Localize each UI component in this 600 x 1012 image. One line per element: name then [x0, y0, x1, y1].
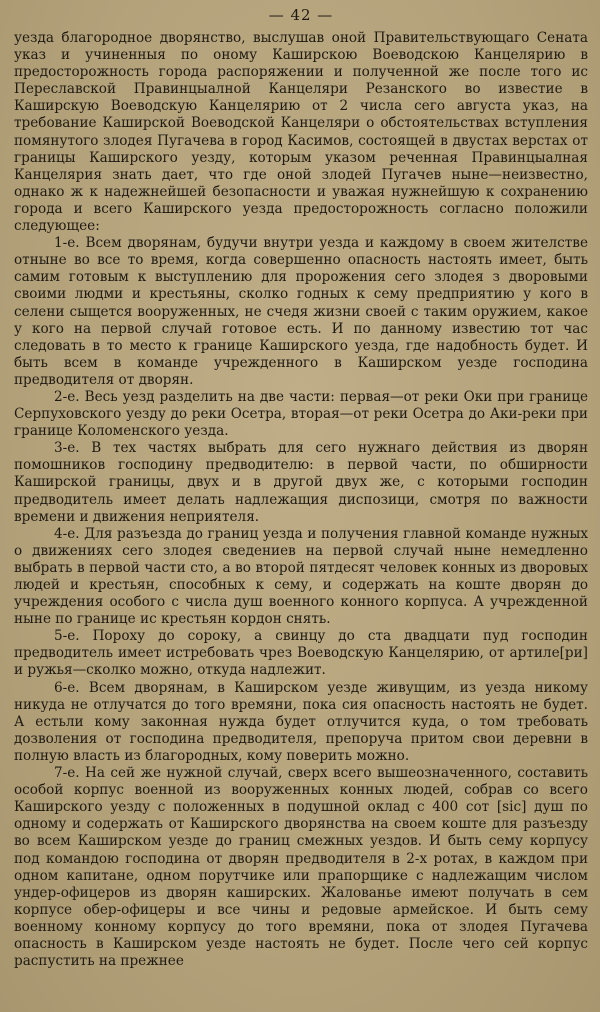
- paragraph-item-6: 6-е. Всем дворянам, в Каширском уезде живущим, из уезда никому никуда не отлучатся до того времяни, пока сия опасность настоять не будет. А естьли кому законная нужда будет отлучится куда, о том требовать дозволения от господина предводителя, препоруча притом свои деревни в полную власть из благородных, кому поверить можно.: [14, 679, 588, 764]
- paragraph-intro: уезда благородное дворянство, выслушав оной Правительствующаго Сената указ и учиненныя по оному Каширскою Воеводскою Канцелярию в предосторожность города распоряжении и полученной же после того ис Переславской Правинцыалной Канцеляри Резанского во известие в Каширскую Воеводскую Канцелярию от 2 числа сего августа указ, на требование Каширской Воеводской Канцеляри о обстоятельствах вступления помянутого злодея Пугачева в город Касимов, состоящей в двустах верстах от границы Каширского уезду, которым указом реченная Правинцыалная Канцелярия знать дает, что где оной злодей Пугачев ныне—неизвестно, однако ж к надежнейшей безопасности и уважая нужнейшую к сохранению города и всего Каширского уезда предосторожность согласно положили следующее:: [14, 30, 588, 235]
- paragraph-item-3: 3-е. В тех частях выбрать для сего нужнаго действия из дворян помошников господину предводителю: в первой части, по обширности Каширской границы, двух и в другой двух же, с которыми господин предводитель имеет делать надлежащия диспозици, смотря по важности времени и движения неприятеля.: [14, 440, 588, 525]
- paragraph-item-1: 1-е. Всем дворянам, будучи внутри уезда и каждому в своем жителстве отныне во все то время, когда совершенно опасность настоять имеет, быть самим готовым к выступлению для пророжения сего злодея з дворовыми своими людми и крестьяны, сколко годных к сему предприятию у кого в селени сыщется вооруженных, не счедя жизни своей с таким оружием, какое у кого на первой случай готовое есть. И по данному известию тот час следовать в то место к границе Каширского уезда, где надобность будет. И быть всем в команде учрежденного в Каширском уезде господина предводителя от дворян.: [14, 235, 588, 388]
- paragraph-item-4: 4-е. Для разъезда до границ уезда и получения главной команде нужных о движениях сего злодея сведениев на первой случай ныне немедленно выбрать в первой части сто, а во второй пятдесят человек конных из дворовых людей и крестьян, способных к сему, и содержать на коште дворян до учреждения особого с числа душ военного конного корпуса. А учрежденной ныне по границе ис крестьян кордон снять.: [14, 525, 588, 628]
- paragraph-item-5: 5-е. Пороху до сороку, а свинцу до ста двадцати пуд господин предводитель имеет истребовать чрез Воеводскую Канцелярию, от артиле[ри] и ружья—сколко можно, откуда надлежит.: [14, 628, 588, 679]
- paragraph-item-2: 2-е. Весь уезд разделить на две части: первая—от реки Оки при границе Серпуховского уезду до реки Осетра, вторая—от реки Осетра до Аки-реки при границе Коломенского уезда.: [14, 388, 588, 440]
- page-number: — 42 —: [268, 6, 334, 24]
- paragraph-item-7: 7-е. На сей же нужной случай, сверх всего вышеозначенного, составить особой корпус военной из вооруженных конных людей, собрав со всего Каширского уезду с положенных в подушной оклад с 400 сот [sic] душ по одному и содержать от Каширского дворянства на своем коште для разъезду во всем Каширском уезде до границ смежных уездов. И быть сему корпусу под командою господина от дворян предводителя в 2-х ротах, в каждом при одном капитане, одном порутчике или прапорщике с надлежащим числом ундер-офицеров из дворян каширских. Жалованье имеют получать в сем корпусе обер-офицеры и все чины и редовые армейское. И быть сему военному конному корпусу до того времяни, пока от злодея Пугачева опасность в Каширском уезде настоять не будет. После чего сей корпус распустить на прежнее: [14, 765, 588, 970]
